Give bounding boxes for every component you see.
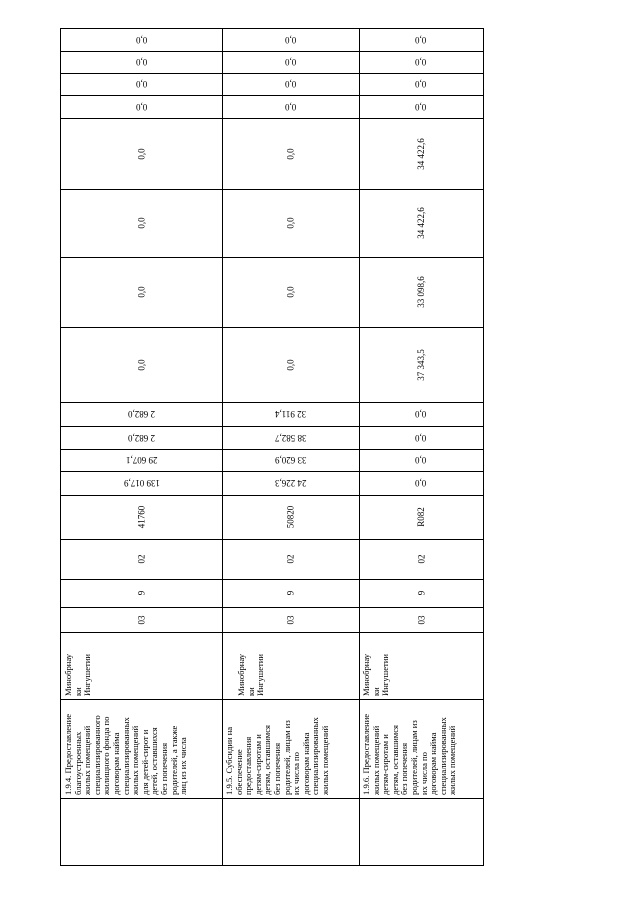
cell-value: [61, 449, 222, 471]
value-text: 03: [285, 615, 296, 624]
row-divider: [61, 699, 483, 700]
value-text: 0,0: [415, 478, 427, 488]
value-text: 29 607,1: [125, 455, 158, 465]
cell-value: [359, 426, 483, 449]
cell-code: [359, 607, 483, 632]
value-text: 50820: [285, 505, 296, 529]
value-text: 0,0: [136, 358, 147, 371]
value-text: 0,0: [136, 147, 147, 160]
value-text: 0,0: [285, 358, 296, 371]
value-text: 0,0: [415, 432, 427, 443]
value-text: 139 017,9: [123, 478, 160, 488]
value-text: 0,0: [415, 455, 427, 465]
value-text: 0,0: [415, 101, 427, 112]
cell-zero: [61, 29, 222, 51]
cell-plan: [61, 189, 222, 257]
ministry-text: Минобрнау ки Ингушетии: [63, 653, 93, 696]
value-text: 0,0: [136, 286, 147, 298]
cell-code: [359, 495, 483, 539]
cell-code: [222, 495, 359, 539]
value-text: 0,0: [415, 35, 427, 45]
row-divider: [61, 632, 483, 633]
cell-code: [359, 579, 483, 607]
value-text: 02: [136, 554, 147, 564]
cell-plan: [359, 118, 483, 189]
cell-code: [222, 539, 359, 579]
value-text: 0,0: [284, 101, 297, 112]
value-text: 24 226,3: [274, 478, 307, 488]
cell-value: [61, 402, 222, 426]
value-text: 41760: [136, 505, 147, 529]
ministry-text: Минобрнау ки Ингушетии: [361, 653, 391, 696]
value-text: R082: [415, 507, 426, 527]
value-text: 9: [136, 590, 147, 596]
value-text: 38 582,7: [274, 432, 307, 443]
value-text: 2 682,0: [128, 409, 155, 419]
value-text: 34 422,6: [416, 137, 426, 170]
cell-code: [61, 579, 222, 607]
value-text: 0,0: [285, 147, 296, 160]
cell-plan: [61, 118, 222, 189]
cell-code: [61, 495, 222, 539]
cell-plan: [222, 327, 359, 402]
cell-plan: [222, 257, 359, 327]
description-text: 1.9.4. Предоставление благоустроенных жилых помещений специализированного жилищного фонда по договорам найма специализированных жилых помещений для детей-сирот и детей, оставшихся без попечения родителей, а также лиц из их числа: [63, 713, 189, 795]
value-text: 2 682,0: [128, 432, 155, 443]
cell-value: [222, 426, 359, 449]
value-text: 0,0: [415, 79, 427, 89]
cell-code: [61, 607, 222, 632]
cell-zero: [222, 51, 359, 73]
value-text: 0,0: [285, 217, 296, 229]
cell-plan: [359, 189, 483, 257]
value-text: 9: [285, 590, 296, 596]
description-text: 1.9.6. Предоставление жилых помещений детям-сиротам и детям, оставшимся без попечения родителей, лицам из их числа по договорам найма специализированных жилых помещений: [361, 713, 458, 795]
value-text: 0,0: [136, 217, 147, 229]
value-text: 32 911,4: [274, 409, 307, 419]
cell-code: [359, 539, 483, 579]
value-text: 9: [416, 590, 426, 596]
cell-value: [222, 471, 359, 495]
value-text: 0,0: [415, 57, 427, 67]
cell-code: [222, 607, 359, 632]
value-text: 0,0: [284, 79, 297, 89]
cell-zero: [359, 51, 483, 73]
value-text: 0,0: [284, 35, 297, 45]
cell-value: [359, 449, 483, 471]
cell-zero: [61, 51, 222, 73]
value-text: 03: [416, 615, 426, 624]
cell-value: [222, 449, 359, 471]
cell-value: [61, 471, 222, 495]
ministry-text: Минобрнау ки Ингушетии: [236, 653, 266, 696]
cell-plan: [359, 257, 483, 327]
value-text: 33 098,6: [416, 276, 426, 308]
value-text: 0,0: [415, 409, 427, 419]
value-text: 0,0: [285, 286, 296, 298]
cell-zero: [359, 73, 483, 95]
value-text: 0,0: [135, 79, 148, 89]
cell-zero: [61, 73, 222, 95]
cell-plan: [359, 327, 483, 402]
cell-value: [359, 471, 483, 495]
value-text: 0,0: [135, 57, 148, 67]
cell-plan: [222, 189, 359, 257]
value-text: 34 422,6: [416, 207, 426, 239]
value-text: 02: [285, 554, 296, 564]
value-text: 33 620,9: [274, 455, 307, 465]
cell-plan: [222, 118, 359, 189]
value-text: 03: [136, 615, 147, 624]
cell-zero: [222, 29, 359, 51]
value-text: 0,0: [135, 35, 148, 45]
value-text: 0,0: [135, 101, 148, 112]
description-text: 1.9.5. Субсидии на обеспечение предоставления детям-сиротам и детям, оставшимся без попечения родителей, лицам из их числа по договорам найма специализированных жилых помещений: [224, 717, 330, 795]
cell-code: [222, 579, 359, 607]
row-divider: [61, 798, 483, 799]
cell-zero: [359, 95, 483, 118]
cell-value: [61, 426, 222, 449]
rotated-table: [60, 28, 484, 866]
cell-zero: [61, 95, 222, 118]
cell-value: [359, 402, 483, 426]
cell-code: [61, 539, 222, 579]
cell-plan: [61, 327, 222, 402]
cell-zero: [222, 95, 359, 118]
value-text: 37 343,5: [416, 348, 426, 381]
cell-zero: [359, 29, 483, 51]
cell-plan: [61, 257, 222, 327]
cell-value: [222, 402, 359, 426]
value-text: 02: [416, 554, 426, 564]
value-text: 0,0: [284, 57, 297, 67]
cell-zero: [222, 73, 359, 95]
